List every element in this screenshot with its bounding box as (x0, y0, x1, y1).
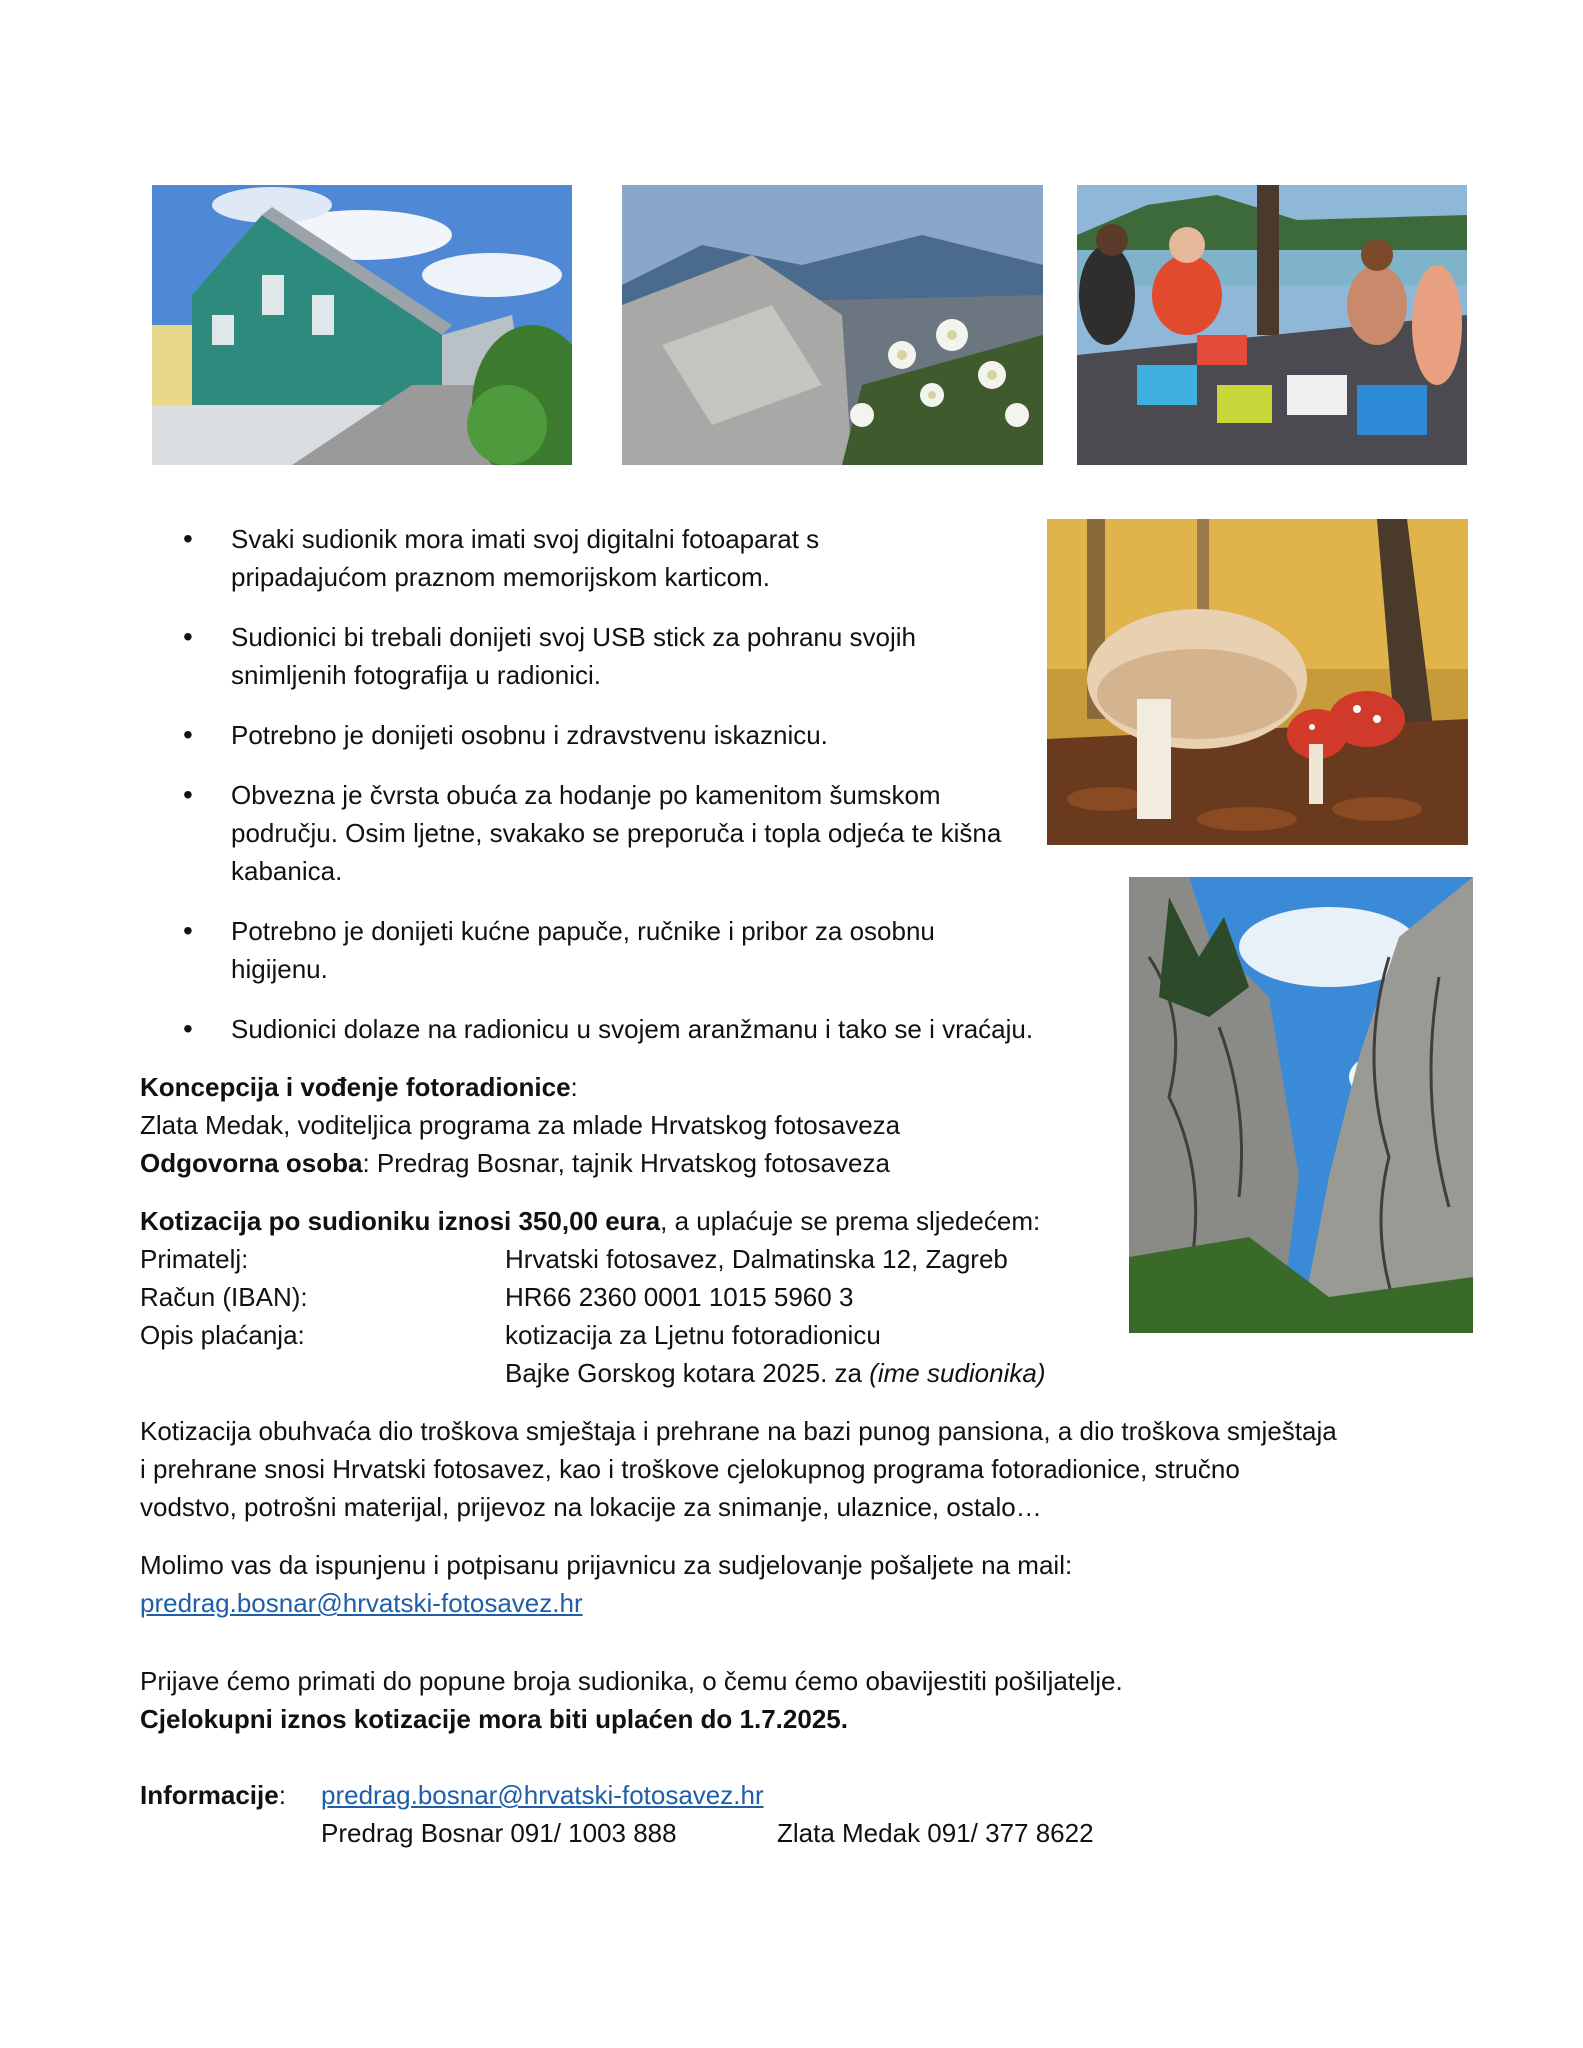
mail-instruction: Molimo vas da ispunjenu i potpisanu prijavnicu za sudjelovanje pošaljete na mail: (140, 1550, 1073, 1580)
payment-desc-label: Opis plaćanja: (140, 1320, 305, 1350)
fee-rest: , a uplaćuje se prema sljedećem: (660, 1206, 1041, 1236)
workshop-photo (1077, 185, 1467, 465)
participant-name-placeholder: (ime sudionika) (869, 1358, 1046, 1388)
list-item: • Obvezna je čvrsta obuća za hodanje po kamenitom šumskom području. Osim ljetne, svakako se preporuča i topla odjeća te kišna kabanica. (185, 776, 1031, 890)
fee-amount: Kotizacija po sudioniku iznosi 350,00 eura (140, 1206, 661, 1236)
concept-colon: : (570, 1072, 578, 1102)
info-email-link[interactable]: predrag.bosnar@hrvatski-fotosavez.hr (321, 1780, 764, 1810)
list-item: • Sudionici dolaze na radionicu u svojem aranžmanu i tako se i vraćaju. (185, 1010, 1105, 1048)
recipient-label: Primatelj: (140, 1244, 249, 1274)
account-label: Račun (IBAN): (140, 1282, 308, 1312)
responsible-line (140, 1144, 890, 1182)
info-label: Informacije (140, 1780, 279, 1810)
payment-deadline (140, 1700, 848, 1738)
contact-medak: Zlata Medak 091/ 377 8622 (777, 1818, 1094, 1848)
deadline-text: Cjelokupni iznos kotizacije mora biti uplaćen do 1.7.2025. (140, 1704, 848, 1734)
mushroom-photo (1047, 519, 1468, 845)
concept-person: Zlata Medak, voditeljica programa za mlade Hrvatskog fotosaveza (140, 1110, 901, 1140)
email-link[interactable]: predrag.bosnar@hrvatski-fotosavez.hr (140, 1588, 583, 1618)
coverage-line-2: i prehrane snosi Hrvatski fotosavez, kao i troškove cjelokupnog programa fotoradionice, stručno (140, 1454, 1240, 1484)
contact-bosnar: Predrag Bosnar 091/ 1003 888 (321, 1818, 677, 1848)
building-photo (152, 185, 572, 465)
responsible-label: Odgovorna osoba (140, 1148, 363, 1178)
coverage-line-3: vodstvo, potrošni materijal, prijevoz na lokacije za snimanje, ulaznice, ostalo… (140, 1492, 1042, 1522)
recipient-value: Hrvatski fotosavez, Dalmatinska 12, Zagreb (505, 1244, 1008, 1274)
payment-desc-value: kotizacija za Ljetnu fotoradionicu (505, 1320, 881, 1350)
list-item: • Sudionici bi trebali donijeti svoj USB stick za pohranu svojih snimljenih fotografija u radionici. (185, 618, 991, 694)
account-value: HR66 2360 0001 1015 5960 3 (505, 1282, 854, 1312)
responsible-text: : Predrag Bosnar, tajnik Hrvatskog fotosaveza (362, 1148, 890, 1178)
edelweiss-photo (622, 185, 1043, 465)
rocks-photo (1129, 877, 1473, 1333)
payment-desc-text: Bajke Gorskog kotara 2025. za (505, 1358, 870, 1388)
payment-desc-value-2 (505, 1354, 1046, 1392)
concept-line (140, 1068, 578, 1106)
applications-text: Prijave ćemo primati do popune broja sudionika, o čemu ćemo obavijestiti pošiljatelje. (140, 1666, 1123, 1696)
coverage-line-1: Kotizacija obuhvaća dio troškova smještaja i prehrane na bazi punog pansiona, a dio troškova smještaja (140, 1416, 1337, 1446)
info-colon: : (278, 1780, 286, 1810)
list-item: • Potrebno je donijeti osobnu i zdravstvenu iskaznicu. (185, 716, 1105, 754)
mail-line (140, 1584, 583, 1622)
list-item: • Svaki sudionik mora imati svoj digitalni fotoaparat s pripadajućom praznom memorijskom karticom. (185, 520, 931, 596)
fee-line (140, 1202, 1040, 1240)
list-item: • Potrebno je donijeti kućne papuče, ručnike i pribor za osobnu higijenu. (185, 912, 1031, 988)
info-label-line (140, 1776, 286, 1814)
info-email-line (321, 1776, 764, 1814)
requirements-list (185, 520, 1105, 1070)
concept-label: Koncepcija i vođenje fotoradionice (140, 1072, 571, 1102)
